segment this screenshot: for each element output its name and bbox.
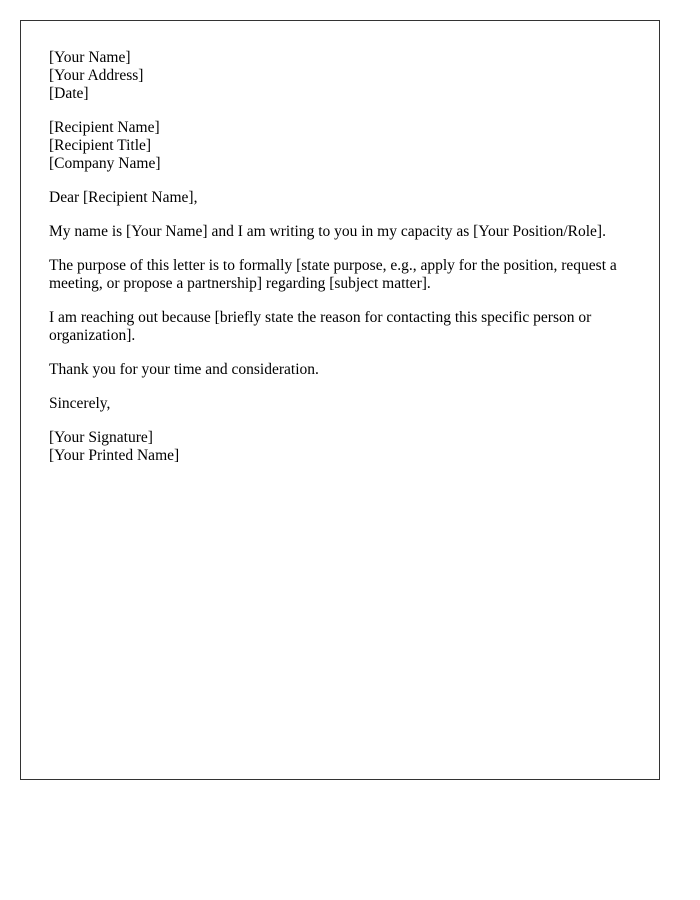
letter-content	[49, 49, 635, 481]
reason-paragraph: I am reaching out because [briefly state the reason for contacting this specific person or organization].	[49, 309, 592, 344]
sender-block	[49, 49, 635, 103]
letter-date: [Date]	[49, 85, 89, 102]
salutation: Dear [Recipient Name],	[49, 189, 198, 206]
recipient-title: [Recipient Title]	[49, 137, 152, 154]
printed-name: [Your Printed Name]	[49, 447, 180, 464]
purpose-paragraph: The purpose of this letter is to formally [state purpose, e.g., apply for the position, request a meeting, or propose a partnership] regarding [subject matter].	[49, 257, 617, 292]
signature-block	[49, 429, 635, 465]
recipient-block	[49, 119, 635, 173]
recipient-name: [Recipient Name]	[49, 119, 160, 136]
sender-address: [Your Address]	[49, 67, 144, 84]
intro-paragraph: My name is [Your Name] and I am writing to you in my capacity as [Your Position/Role].	[49, 223, 606, 240]
closing: Sincerely,	[49, 395, 111, 412]
recipient-company: [Company Name]	[49, 155, 161, 172]
signature-line: [Your Signature]	[49, 429, 153, 446]
thanks-paragraph: Thank you for your time and consideration.	[49, 361, 319, 378]
letter-page	[20, 20, 660, 780]
sender-name: [Your Name]	[49, 49, 131, 66]
